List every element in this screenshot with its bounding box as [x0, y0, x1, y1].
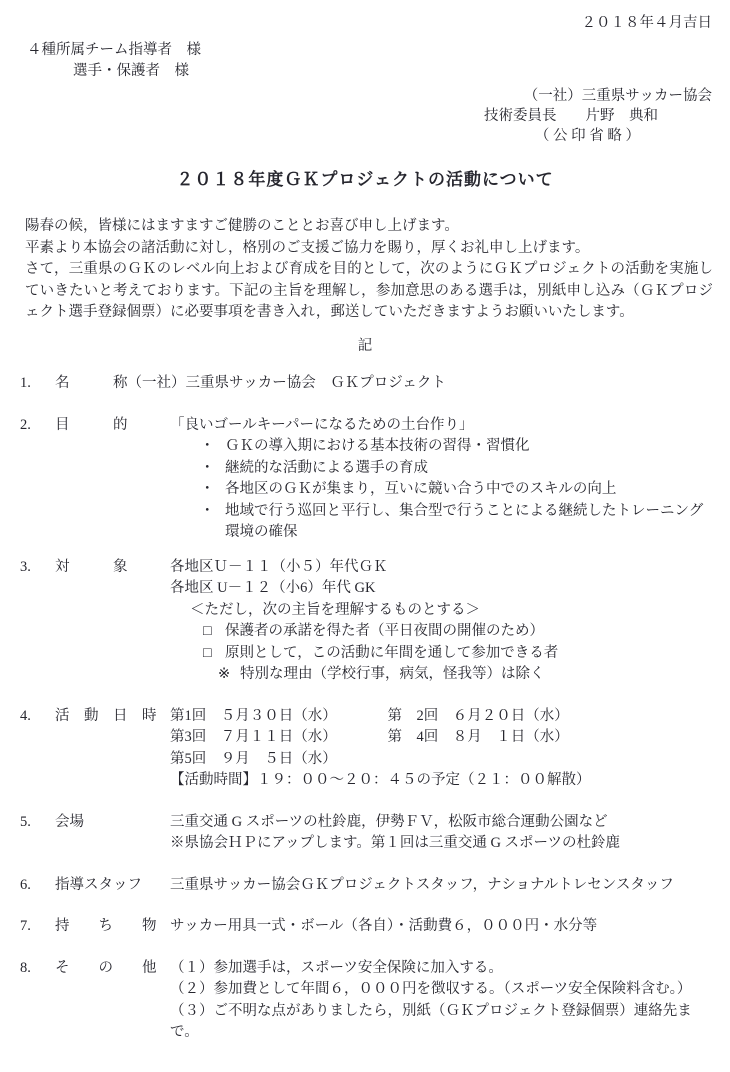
bullet-icon: ・: [200, 438, 215, 454]
list-item-purpose: [0, 415, 730, 544]
list-item-venue: [0, 812, 730, 855]
item-number: 6.: [20, 876, 31, 893]
list-item-other: [0, 958, 730, 1044]
addressee-line: ４種所属チーム指導者 様: [27, 41, 201, 58]
condition-heading: ＜ただし，次の主旨を理解するものとする＞: [190, 601, 480, 618]
other-line: （３）ご不明な点がありましたら，別紙（ＧＫプロジェクト登録個票）連絡先まで。: [170, 1002, 692, 1040]
target-line: 各地区 U－１２（小6）年代 GK: [170, 580, 376, 596]
addressee-line: 選手・保護者 様: [73, 63, 189, 79]
record-marker: 記: [357, 337, 373, 354]
item-label: 会場: [55, 813, 84, 830]
addressee-block: [27, 40, 730, 83]
exception-note-text: 特別な理由（学校行事，病気，怪我等）は除く: [240, 666, 545, 682]
venue-note-line: ※県協会ＨＰにアップします。第１回は三重交通 G スポーツの杜鈴鹿: [170, 835, 620, 851]
item-number: 4.: [20, 707, 31, 724]
item-label: 目 的: [55, 416, 128, 433]
list-item-belongings: [0, 916, 730, 938]
item-number: 2.: [20, 416, 31, 433]
condition-check-line: [170, 621, 714, 643]
bullet-text: 各地区のＧＫが集まり，互いに競い合う中でのスキルの向上: [225, 481, 617, 497]
list-item-target: [0, 557, 730, 686]
item-number: 5.: [20, 813, 31, 830]
purpose-heading: 「良いゴールキーパーになるための土台作り」: [170, 416, 474, 433]
exception-note-line: [170, 664, 714, 686]
schedule-line: 第3回 ７月１１日（水） 第 4回 ８月 １日（水）: [170, 729, 569, 745]
sender-block: [0, 86, 730, 146]
bullet-line: [170, 458, 714, 480]
list-item-staff: [0, 875, 730, 897]
reference-mark-icon: ※: [218, 666, 231, 682]
bullet-text: 継続的な活動による選手の育成: [225, 459, 428, 476]
document-date: ２０１８年４月吉日: [581, 15, 712, 31]
greeting-line: 平素より本協会の諸活動に対し，格別のご支援ご協力を賜り，厚くお礼申し上げます。: [25, 239, 590, 256]
list-item-schedule: [0, 706, 730, 792]
venue-line: 三重交通 G スポーツの杜鈴鹿，伊勢ＦＶ，松阪市総合運動公園など: [170, 813, 608, 830]
bullet-icon: ・: [200, 459, 215, 476]
checkbox-icon: □: [203, 644, 212, 661]
checkbox-icon: □: [203, 623, 212, 639]
sender-title-name: 技術委員長 片野 典和: [484, 107, 658, 124]
seal-omitted-note: （ 公 印 省 略 ）: [534, 127, 640, 144]
belongings-text: サッカー用具一式・ボール（各自）・活動費６，０００円・水分等: [170, 918, 598, 934]
list-item-name: [0, 373, 730, 395]
bullet-icon: ・: [200, 502, 215, 519]
item-label: そ の 他: [55, 959, 157, 976]
item-label: 持 ち 物: [55, 918, 157, 934]
bullet-line: [170, 479, 714, 501]
item-number: 8.: [20, 959, 31, 976]
greeting-line: 陽春の候，皆様にはますますご健勝のこととお喜び申し上げます。: [25, 218, 459, 234]
bullet-line: [170, 436, 714, 458]
item-label: 活 動 日 時: [55, 707, 157, 724]
document-title: ２０１８年度ＧＫプロジェクトの活動について: [176, 169, 554, 189]
schedule-line: 第5回 ９月 ５日（水）: [170, 750, 337, 767]
activity-time-note: 【活動時間】１９：００～２０：４５の予定（２１：００解散）: [170, 772, 591, 788]
item-label: 指導スタッフ: [55, 876, 142, 893]
item-number: 3.: [20, 558, 31, 575]
condition-text: 保護者の承諾を得た者（平日夜間の開催のため）: [225, 623, 544, 639]
staff-text: 三重県サッカー協会ＧＫプロジェクトスタッフ，ナショナルトレセンスタッフ: [170, 876, 674, 893]
greeting-paragraphs: [25, 216, 713, 324]
bullet-text: 地域で行う巡回と平行し、集合型で行うことによる継続したトレーニング環境の確保: [225, 502, 704, 540]
other-line: （２）参加費として年間６，０００円を徴収する。（スポーツ安全保険料含む。）: [170, 981, 692, 997]
sender-organization: （一社）三重県サッカー協会: [523, 87, 712, 104]
body-paragraph: さて，三重県のＧＫのレベル向上および育成を目的として，次のようにＧＫプロジェクトの活動を実施していきたいと考えております。下記の主旨を理解し，参加意思のある選手は，別紙申し込み（ＧＫプロジェクト選手登録個票）に必要事項を書き入れ，郵送していただきますようお願いいたします。: [25, 261, 713, 320]
condition-check-line: [170, 643, 714, 665]
target-line: 各地区Ｕ－１１（小５）年代ＧＫ: [170, 558, 388, 575]
numbered-items: [0, 373, 730, 1044]
item-text: （一社）三重県サッカー協会 ＧＫプロジェクト: [127, 375, 446, 391]
item-label: 名 称: [55, 375, 128, 391]
item-number: 1.: [20, 375, 31, 391]
item-number: 7.: [20, 918, 31, 934]
schedule-line: 第1回 ５月３０日（水） 第 2回 ６月２０日（水）: [170, 707, 569, 724]
item-label: 対 象: [55, 558, 128, 575]
other-line: （１）参加選手は，スポーツ安全保険に加入する。: [170, 959, 503, 976]
bullet-line: [170, 501, 714, 544]
bullet-text: ＧＫの導入期における基本技術の習得・習慣化: [225, 438, 530, 454]
bullet-icon: ・: [200, 481, 215, 497]
condition-text: 原則として，この活動に年間を通して参加できる者: [225, 644, 559, 661]
